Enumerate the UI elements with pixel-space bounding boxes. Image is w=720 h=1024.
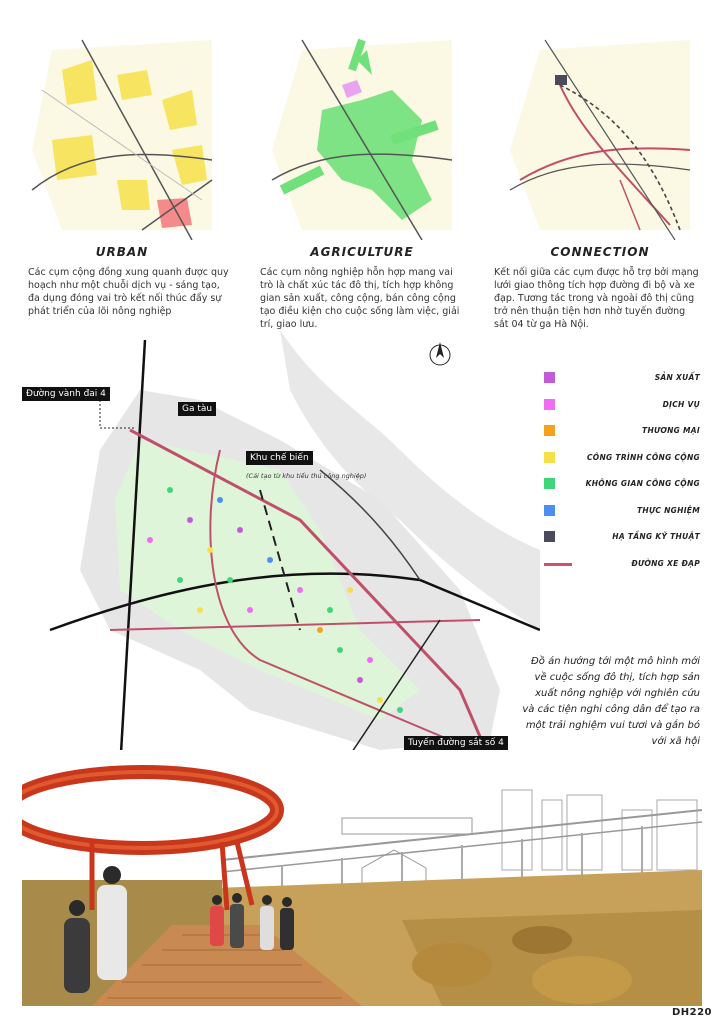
swatch-icon [544, 452, 555, 463]
legend-item: ĐƯỜNG XE ĐẠP [540, 554, 700, 581]
processing-zone-note: (Cải tạo từ khu tiểu thủ công nghiệp) [246, 472, 367, 480]
agriculture-description: Các cụm nông nghiệp hỗn hợp mang vai trò là chất xúc tác đô thị, tích hợp không gian sản xuất, công cộng, bán công cộng tạo điều kiện cho cuộc sống làm việc, giải trí, giao lưu. [260, 267, 460, 330]
legend-item: THƯƠNG MẠI [540, 421, 700, 448]
swatch-icon [544, 372, 555, 383]
ring-road-label: Đường vành đai 4 [22, 387, 110, 401]
legend-item: KHÔNG GIAN CÔNG CỘNG [540, 474, 700, 501]
legend-item: HẠ TẦNG KỸ THUẬT [540, 527, 700, 554]
map-legend [540, 368, 700, 580]
agriculture-diagram [262, 30, 462, 240]
station-label: Ga tàu [178, 402, 216, 416]
sheet-code: DH220 [671, 1007, 712, 1018]
bike-lane-line-icon [544, 563, 572, 566]
perspective-render [22, 750, 702, 1006]
agriculture-title: AGRICULTURE [310, 245, 414, 259]
swatch-icon [544, 425, 555, 436]
swatch-icon [544, 478, 555, 489]
urban-title: URBAN [95, 245, 149, 259]
swatch-icon [544, 531, 555, 542]
connection-description: Kết nối giữa các cụm được hỗ trợ bởi mạng lưới giao thông tích hợp đường đi bộ và xe đạp. Tương tác trong và ngoài đô thị cũng trở nên thuận tiện hơn nhờ tuyến đường sắt 04 từ ga Hà Nội. [494, 267, 699, 330]
urban-description: Các cụm cộng đồng xung quanh được quy hoạch như một chuỗi dịch vụ - sáng tạo, đa dụng đóng vai trò kết nối thúc đẩy sự phát triển của lõi nông nghiệp [28, 267, 229, 317]
urban-diagram [22, 30, 222, 240]
legend-item: THỰC NGHIỆM [540, 501, 700, 528]
processing-zone-label: Khu chế biến [246, 451, 313, 465]
swatch-icon [544, 399, 555, 410]
legend-item: SẢN XUẤT [540, 368, 700, 395]
legend-item: DỊCH VỤ [540, 395, 700, 422]
project-statement: Đồ án hướng tới một mô hình mới về cuộc sống đô thị, tích hợp sản xuất nông nghiệp với nghiên cứu và các tiện nghi công dân để tạo ra một trải nghiệm vui tươi và gắn bó với xã hội [522, 656, 700, 747]
connection-title: CONNECTION [550, 245, 650, 259]
railway-label: Tuyến đường sắt số 4 [404, 736, 508, 750]
connection-diagram [500, 30, 700, 240]
swatch-icon [544, 505, 555, 516]
legend-item: CÔNG TRÌNH CÔNG CỘNG [540, 448, 700, 475]
